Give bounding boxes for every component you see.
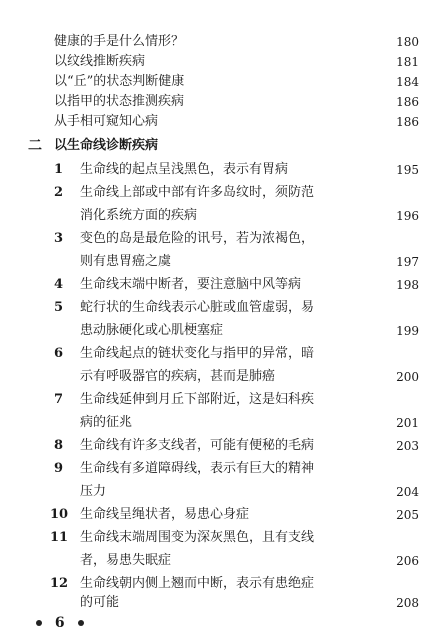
section-number: 二 bbox=[28, 138, 42, 154]
page-footer bbox=[36, 613, 136, 633]
toc-item-continued bbox=[0, 593, 448, 613]
toc-item-continued bbox=[0, 367, 448, 387]
item-number: 1 bbox=[54, 162, 64, 177]
toc-item-continued bbox=[0, 551, 448, 571]
item-line: 者，易患失眠症 bbox=[80, 553, 172, 568]
toc-entry-title: 以纹线推断疾病 bbox=[54, 54, 146, 69]
toc-page-number: 208 bbox=[396, 596, 419, 610]
bullet-icon bbox=[36, 620, 42, 626]
toc-page-number: 203 bbox=[396, 439, 419, 453]
item-line: 压力 bbox=[80, 484, 107, 499]
toc-item bbox=[0, 344, 448, 364]
item-line: 蛇行状的生命线表示心脏或血管虚弱，易 bbox=[80, 300, 315, 315]
toc-item-continued bbox=[0, 206, 448, 226]
dot-leader bbox=[280, 505, 378, 525]
dot-leader bbox=[140, 593, 378, 613]
item-number: 11 bbox=[50, 530, 69, 545]
toc-entry-title: 从手相可窥知心病 bbox=[54, 114, 159, 129]
toc-entry bbox=[0, 32, 448, 52]
dot-leader bbox=[195, 551, 378, 571]
toc-item-continued bbox=[0, 321, 448, 341]
toc-page-number: 204 bbox=[396, 485, 419, 499]
item-line: 病的征兆 bbox=[80, 415, 133, 430]
item-number: 7 bbox=[54, 392, 64, 407]
dot-leader bbox=[215, 72, 377, 92]
item-line: 生命线呈绳状者，易患心身症 bbox=[80, 507, 250, 522]
toc-item bbox=[0, 390, 448, 410]
toc-item bbox=[0, 229, 448, 249]
item-line: 变色的岛是最危险的讯号，若为浓褐色， bbox=[80, 231, 315, 246]
item-line: 生命线延伸到月丘下部附近，这是妇科疾 bbox=[80, 392, 315, 407]
toc-page-number: 205 bbox=[396, 508, 419, 522]
item-line: 生命线末端周围变为深灰黑色，且有支线 bbox=[80, 530, 315, 545]
item-line: 生命线的起点呈浅黑色，表示有胃病 bbox=[80, 162, 289, 177]
toc-item bbox=[0, 298, 448, 318]
toc-item bbox=[0, 160, 448, 180]
dot-leader bbox=[194, 92, 377, 112]
toc-page-number: 201 bbox=[396, 416, 419, 430]
toc-item-continued bbox=[0, 252, 448, 272]
toc-entry-title: 健康的手是什么情形？ bbox=[54, 34, 185, 49]
item-number: 6 bbox=[54, 346, 64, 361]
item-line: 生命线末端中断者，要注意脑中风等病 bbox=[80, 277, 302, 292]
item-number: 2 bbox=[54, 185, 64, 200]
toc-entry-title: 以“丘”的状态判断健康 bbox=[54, 74, 185, 89]
toc-item bbox=[0, 574, 448, 594]
page-number: 6 bbox=[54, 615, 65, 631]
dot-leader bbox=[158, 52, 377, 72]
toc-page-number: 186 bbox=[396, 115, 419, 129]
dot-leader bbox=[191, 32, 377, 52]
toc-page-number: 206 bbox=[396, 554, 419, 568]
dot-leader bbox=[320, 367, 378, 387]
dot-leader bbox=[145, 413, 378, 433]
item-number: 12 bbox=[50, 576, 69, 591]
item-line: 生命线朝内侧上翘而中断，表示有患绝症 bbox=[80, 576, 315, 591]
bullet-icon bbox=[78, 620, 84, 626]
dot-leader bbox=[332, 160, 378, 180]
toc-page-number: 196 bbox=[396, 209, 419, 223]
section-title: 以生命线诊断疾病 bbox=[54, 138, 159, 153]
item-line: 患动脉硬化或心肌梗塞症 bbox=[80, 323, 224, 338]
toc-page-number: 186 bbox=[396, 95, 419, 109]
toc-entry-title: 以指甲的状态推测疾病 bbox=[54, 94, 185, 109]
item-number: 5 bbox=[54, 300, 64, 315]
toc-entry bbox=[0, 112, 448, 132]
item-number: 3 bbox=[54, 231, 64, 246]
item-number: 9 bbox=[54, 461, 64, 476]
toc-page-number: 197 bbox=[396, 255, 419, 269]
dot-leader bbox=[178, 112, 377, 132]
toc-entry bbox=[0, 72, 448, 92]
item-number: 8 bbox=[54, 438, 64, 453]
toc-page-number: 198 bbox=[396, 278, 419, 292]
item-number: 4 bbox=[54, 277, 64, 292]
item-line: 生命线上部或中部有许多岛纹时，须防范 bbox=[80, 185, 315, 200]
item-line: 的可能 bbox=[80, 595, 120, 610]
item-line: 示有呼吸器官的疾病，甚而是肺癌 bbox=[80, 369, 276, 384]
item-number: 10 bbox=[50, 507, 69, 522]
toc-item bbox=[0, 436, 448, 456]
dot-leader bbox=[124, 482, 378, 502]
toc-page-number: 199 bbox=[396, 324, 419, 338]
dot-leader bbox=[350, 436, 378, 456]
toc-item-continued bbox=[0, 482, 448, 502]
toc-item bbox=[0, 528, 448, 548]
item-line: 生命线有许多支线者，可能有便秘的毛病 bbox=[80, 438, 315, 453]
toc-item bbox=[0, 183, 448, 203]
toc-entry bbox=[0, 52, 448, 72]
dot-leader bbox=[362, 275, 378, 295]
toc-page-number: 181 bbox=[396, 55, 419, 69]
toc-item bbox=[0, 459, 448, 479]
item-line: 生命线起点的链状变化与指甲的异常，暗 bbox=[80, 346, 315, 361]
toc-page-number: 200 bbox=[396, 370, 419, 384]
item-line: 则有患胃癌之虞 bbox=[80, 254, 172, 269]
dot-leader bbox=[260, 321, 378, 341]
item-line: 生命线有多道障碍线，表示有巨大的精神 bbox=[80, 461, 315, 476]
toc-item bbox=[0, 275, 448, 295]
toc-page-number: 180 bbox=[396, 35, 419, 49]
dot-leader bbox=[220, 206, 378, 226]
toc-item-continued bbox=[0, 413, 448, 433]
dot-leader bbox=[196, 252, 378, 272]
toc-page-number: 195 bbox=[396, 163, 419, 177]
toc-page-number: 184 bbox=[396, 75, 419, 89]
toc-item bbox=[0, 505, 448, 525]
item-line: 消化系统方面的疾病 bbox=[80, 208, 198, 223]
toc-entry bbox=[0, 92, 448, 112]
section-heading bbox=[0, 136, 448, 156]
